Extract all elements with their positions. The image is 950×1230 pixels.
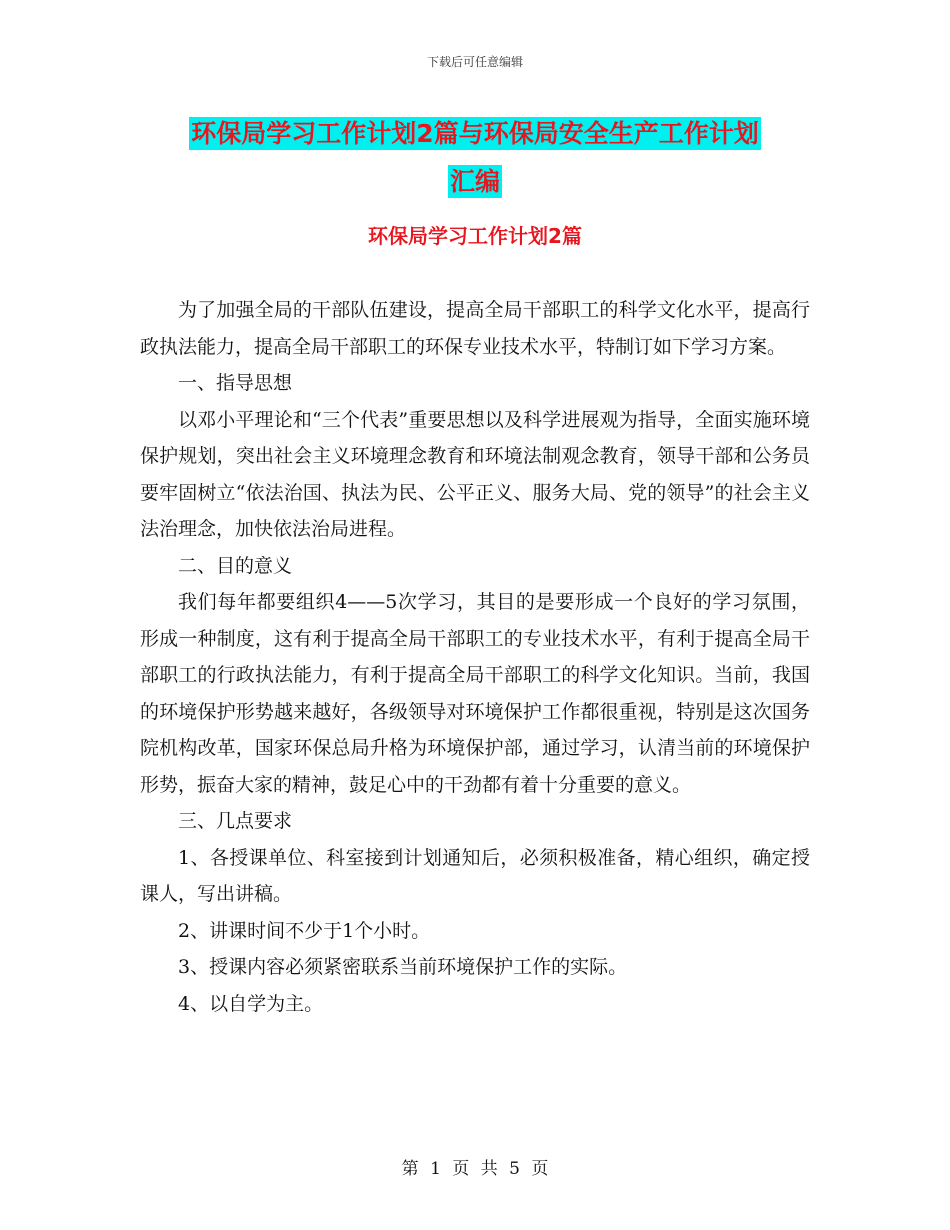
section-title: 环保局学习工作计划2篇 (368, 224, 582, 248)
heading-requirements: 三、几点要求 (178, 810, 293, 832)
body-content (140, 292, 810, 1022)
heading-purpose: 二、目的意义 (178, 554, 293, 577)
title-line-1 (0, 110, 950, 158)
header-note: 下载后可任意编辑 (426, 55, 523, 69)
title-line-2 (0, 158, 950, 206)
requirement-1: 1、各授课单位、科室接到计划通知后，必须积极准备，精心组织，确定授课人，写出讲稿。 (140, 846, 810, 905)
page-footer: 第 1 页 共 5 页 (401, 1159, 549, 1179)
requirement-3: 3、授课内容必须紧密联系当前环境保护工作的实际。 (178, 956, 628, 978)
heading-guiding-ideology: 一、指导思想 (178, 372, 293, 394)
paragraph-purpose: 我们每年都要组织4——5次学习，其目的是要形成一个良好的学习氛围，形成一种制度，这有利于提高全局干部职工的专业技术水平，有利于提高全局干部职工的行政执法能力，有利于提高全局干部职工的科学文化知识。当前，我国的环境保护形势越来越好，各级领导对环境保护工作都很重视，特别是这次国务院机构改革，国家环保总局升格为环境保护部，通过学习，认清当前的环境保护形势，振奋大家的精神，鼓足心中的干劲都有着十分重要的意义。 (140, 591, 810, 796)
paragraph-intro: 为了加强全局的干部队伍建设，提高全局干部职工的科学文化水平，提高行政执法能力，提高全局干部职工的环保专业技术水平，特制订如下学习方案。 (140, 299, 810, 358)
requirement-2: 2、讲课时间不少于1个小时。 (178, 919, 431, 942)
document-title (0, 110, 950, 206)
requirement-4: 4、以自学为主。 (178, 992, 324, 1015)
title-line-1-text: 环保局学习工作计划2篇与环保局安全生产工作计划 (191, 119, 759, 148)
paragraph-guiding-ideology: 以邓小平理论和“三个代表”重要思想以及科学进展观为指导，全面实施环境保护规划，突出社会主义环境理念教育和环境法制观念教育，领导干部和公务员要牢固树立“依法治国、执法为民、公平正义、服务大局、党的领导”的社会主义法治理念，加快依法治局进程。 (140, 408, 810, 540)
title-line-2-text: 汇编 (449, 167, 500, 196)
